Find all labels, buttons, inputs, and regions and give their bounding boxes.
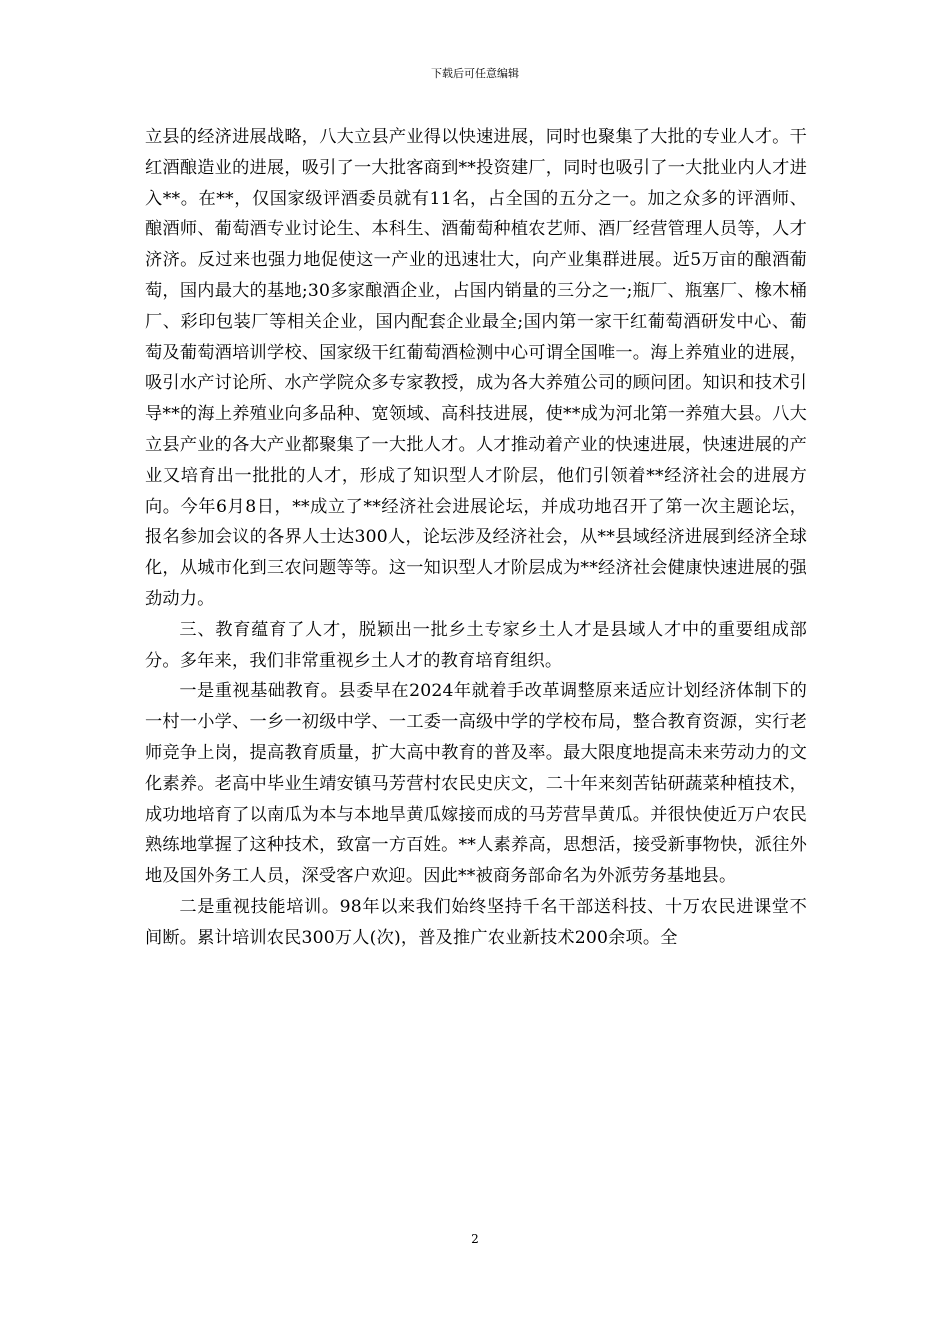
page-header: 下载后可任意编辑 [431,67,519,80]
paragraph: 二是重视技能培训。98年以来我们始终坚持千名干部送科技、十万农民进课堂不间断。累计培训农民300万人(次)，普及推广农业新技术200余项。全 [145,896,807,948]
page-number: 2 [471,1232,479,1246]
paragraph: 立县的经济进展战略，八大立县产业得以快速进展，同时也聚集了大批的专业人才。干红酒酿造业的进展，吸引了一大批客商到**投资建厂，同时也吸引了一大批业内人才进入**。在**，仅国家级评酒委员就有11名，占全国的五分之一。加之众多的评酒师、酿酒师、葡萄酒专业讨论生、本科生、酒葡萄种植农艺师、酒厂经营管理人员等，人才济济。反过来也强力地促使这一产业的迅速壮大，向产业集群进展。近5万亩的酿酒葡萄，国内最大的基地;30多家酿酒企业，占国内销量的三分之一;瓶厂、瓶塞厂、橡木桶厂、彩印包装厂等相关企业，国内配套企业最全;国内第一家干红葡萄酒研发中心、葡萄及葡萄酒培训学校、国家级干红葡萄酒检测中心可谓全国唯一。海上养殖业的进展，吸引水产讨论所、水产学院众多专家教授，成为各大养殖公司的顾问团。知识和技术引导**的海上养殖业向多品种、宽领域、高科技进展，使**成为河北第一养殖大县。八大立县产业的各大产业都聚集了一大批人才。人才推动着产业的快速进展，快速进展的产业又培育出一批批的人才，形成了知识型人才阶层，他们引领着**经济社会的进展方向。今年6月8日，**成立了**经济社会进展论坛，并成功地召开了第一次主题论坛，报名参加会议的各界人士达300人，论坛涉及经济社会，从**县域经济进展到经济全球化，从城市化到三农问题等等。这一知识型人才阶层成为**经济社会健康快速进展的强劲动力。 [145,127,807,609]
paragraph: 三、教育蕴育了人才，脱颖出一批乡土专家乡土人才是县域人才中的重要组成部分。多年来，我们非常重视乡土人才的教育培育组织。 [145,619,807,671]
body-text [145,122,807,954]
paragraph: 一是重视基础教育。县委早在2024年就着手改革调整原来适应计划经济体制下的一村一小学、一乡一初级中学、一工委一高级中学的学校布局，整合教育资源，实行老师竞争上岗，提高教育质量，扩大高中教育的普及率。最大限度地提高未来劳动力的文化素养。老高中毕业生靖安镇马芳营村农民史庆文，二十年来刻苦钻研蔬菜种植技术，成功地培育了以南瓜为本与本地旱黄瓜嫁接而成的马芳营旱黄瓜。并很快使近万户农民熟练地掌握了这种技术，致富一方百姓。**人素养高，思想活，接受新事物快，派往外地及国外务工人员，深受客户欢迎。因此**被商务部命名为外派劳务基地县。 [145,681,807,887]
